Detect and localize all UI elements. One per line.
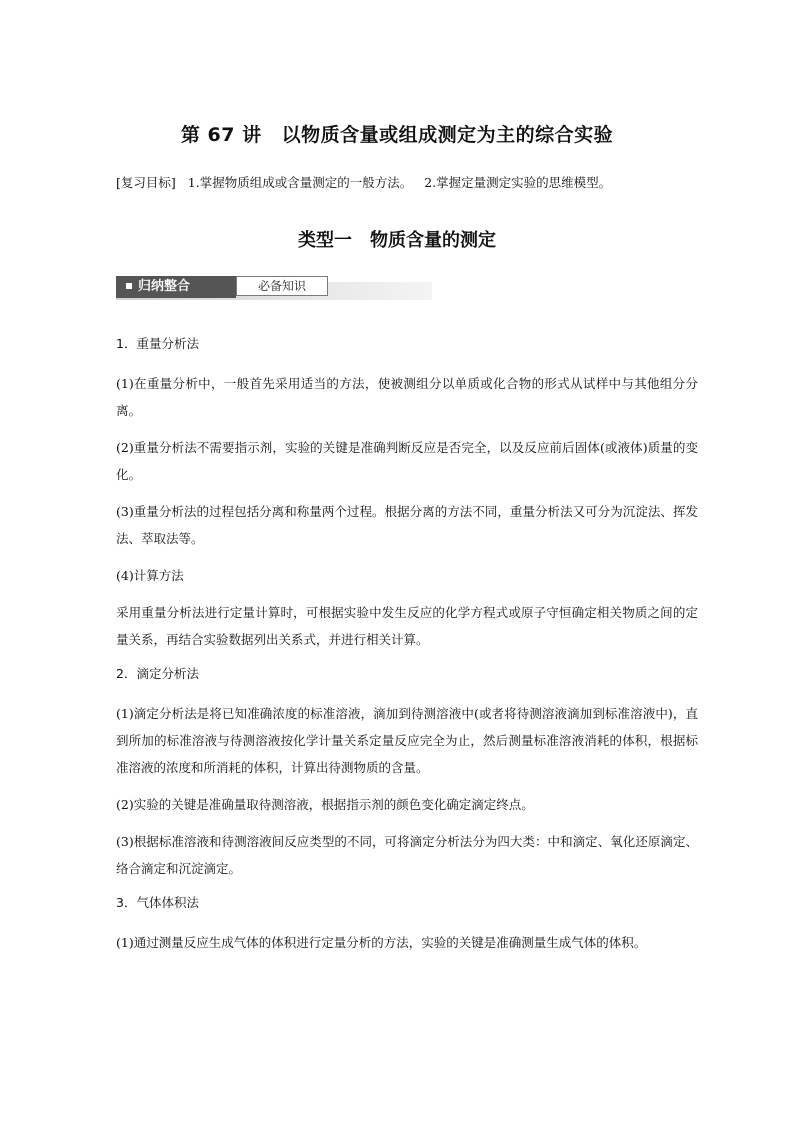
paragraph: (2)重量分析法不需要指示剂，实验的关键是准确判断反应是否完全，以及反应前后固体(或液体)质量的变化。 bbox=[116, 440, 698, 482]
banner-main-label: 归纳整合 bbox=[138, 279, 191, 294]
square-bullet-icon bbox=[126, 283, 132, 289]
objective-item-1: 1.掌握物质组成或含量测定的一般方法。 bbox=[187, 175, 413, 190]
page-title bbox=[0, 120, 794, 147]
paragraph: (1)通过测量反应生成气体的体积进行定量分析的方法，实验的关键是准确测量生成气体的体积。 bbox=[116, 935, 647, 950]
paragraph: (1)在重量分析中，一般首先采用适当的方法，使被测组分以单质或化合物的形式从试样中与其他组分分离。 bbox=[116, 376, 698, 418]
paragraph: (1)滴定分析法是将已知准确浓度的标准溶液，滴加到待测溶液中(或者将待测溶液滴加到标准溶液中)，直到所加的标准溶液与待测溶液按化学计量关系定量反应完全为止，然后测量标准溶液消耗的体积，根据标准溶液的浓度和所消耗的体积，计算出待测物质的含量。 bbox=[116, 706, 698, 775]
banner-sub-label: 必备知识 bbox=[257, 279, 306, 293]
banner-sub bbox=[236, 276, 328, 296]
section-heading bbox=[0, 226, 794, 252]
section-banner bbox=[116, 276, 432, 300]
paragraph: 采用重量分析法进行定量计算时，可根据实验中发生反应的化学方程式或原子守恒确定相关物质之间的定量关系，再结合实验数据列出关系式，并进行相关计算。 bbox=[116, 605, 698, 647]
banner-main bbox=[116, 276, 236, 298]
review-objectives bbox=[116, 173, 696, 191]
section-type-title: 物质含量的测定 bbox=[370, 230, 496, 251]
paragraph: (3)根据标准溶液和待测溶液间反应类型的不同，可将滴定分析法分为四大类：中和滴定、氧化还原滴定、络合滴定和沉淀滴定。 bbox=[116, 834, 698, 876]
heading-titration: 2．滴定分析法 bbox=[116, 666, 199, 681]
paragraph: (2)实验的关键是准确量取待测溶液，根据指示剂的颜色变化确定滴定终点。 bbox=[116, 797, 534, 812]
document-content bbox=[116, 333, 698, 966]
heading-gas-volume: 3．气体体积法 bbox=[116, 895, 199, 910]
objective-item-2: 2.掌握定量测定实验的思维模型。 bbox=[424, 175, 612, 190]
paragraph: (3)重量分析法的过程包括分离和称量两个过程。根据分离的方法不同，重量分析法又可分为沉淀法、挥发法、萃取法等。 bbox=[116, 504, 698, 546]
section-type-label: 类型一 bbox=[298, 230, 352, 251]
objectives-label: [复习目标] bbox=[116, 175, 176, 190]
lecture-title: 以物质含量或组成测定为主的综合实验 bbox=[281, 124, 614, 146]
heading-gravimetric: 1．重量分析法 bbox=[116, 336, 199, 351]
paragraph: (4)计算方法 bbox=[116, 568, 184, 583]
lecture-number: 第 67 讲 bbox=[180, 124, 262, 146]
